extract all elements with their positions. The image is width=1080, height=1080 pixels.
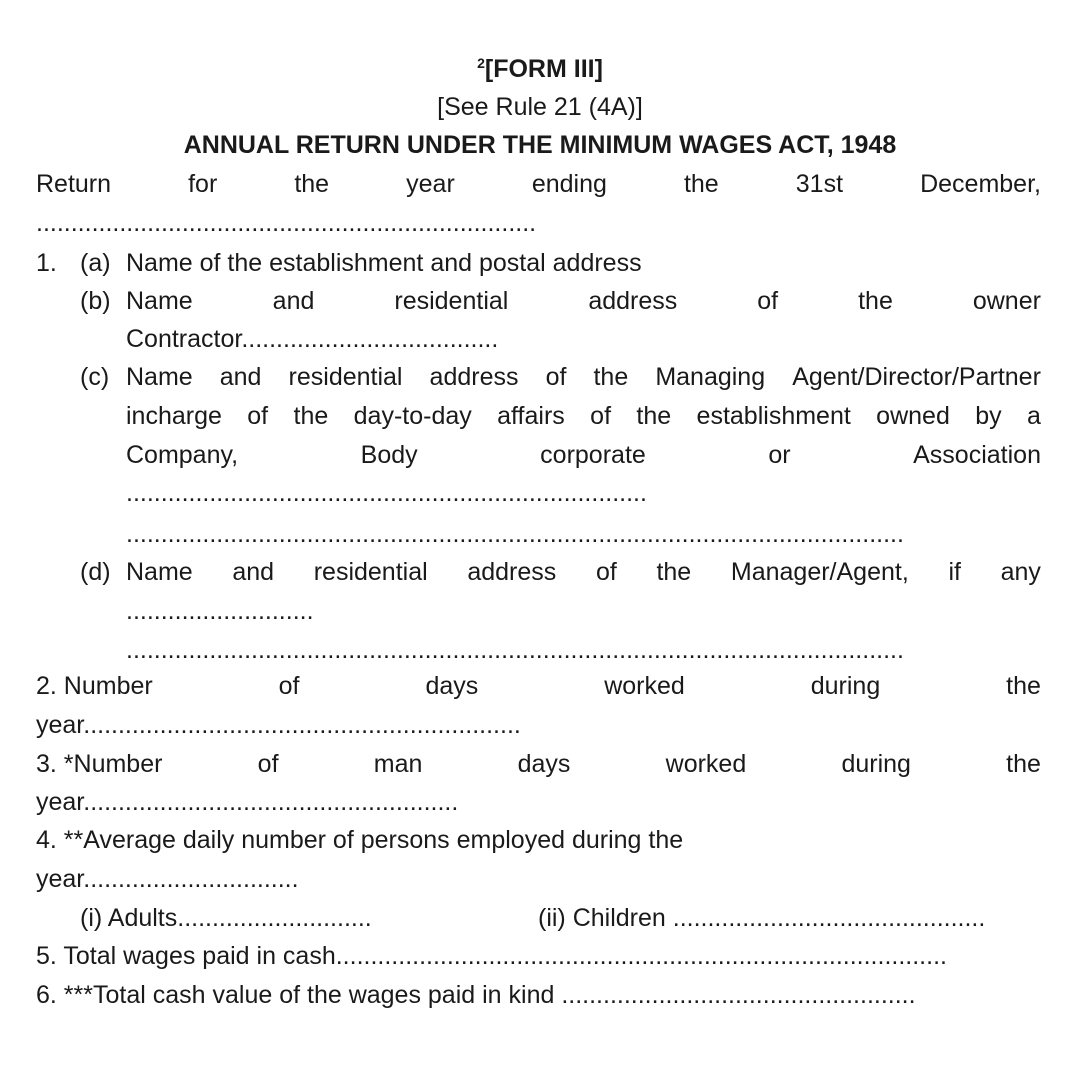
item1c-line3: Company, Body corporate or Association xyxy=(126,441,1041,469)
footnote-mark: 2 xyxy=(477,55,485,71)
item1d-text: Name and residential address of the Manager/Agent, if any xyxy=(126,558,1041,586)
intro-line: Return for the year ending the 31st December, xyxy=(36,170,1041,198)
item2-blank[interactable]: year............................................................... xyxy=(36,711,521,739)
item1d-blank-1[interactable]: ........................... xyxy=(126,597,314,625)
item1d-label: (d) xyxy=(80,558,111,586)
form-title: $^2$[FORM III] xyxy=(477,55,603,83)
main-title: ANNUAL RETURN UNDER THE MINIMUM WAGES ACT, 1948 xyxy=(183,131,897,159)
item1b-label: (b) xyxy=(80,287,111,315)
item1c-blank-1[interactable]: ........................................................................... xyxy=(126,479,647,507)
item1d-blank-2[interactable]: ................................................................................................................ xyxy=(126,636,904,664)
item1c-line1: Name and residential address of the Managing Agent/Director/Partner xyxy=(126,363,1041,391)
item1-number: 1. xyxy=(36,249,57,277)
item4-children[interactable]: (ii) Children ............................................. xyxy=(538,904,986,932)
item3-text: 3. *Number of man days worked during the xyxy=(36,750,1041,778)
item4-blank[interactable]: year............................... xyxy=(36,865,299,893)
item1a-text: Name of the establishment and postal address xyxy=(126,249,642,277)
item4-text: 4. **Average daily number of persons employed during the xyxy=(36,826,684,854)
rule-reference: [See Rule 21 (4A)] xyxy=(437,93,643,121)
item3-blank[interactable]: year...................................................... xyxy=(36,788,459,816)
year-blank[interactable]: ........................................................................ xyxy=(36,209,537,237)
item1b-contractor-blank[interactable]: Contractor..................................... xyxy=(126,325,499,353)
item2-text: 2. Number of days worked during the xyxy=(36,672,1041,700)
item4-adults[interactable]: (i) Adults............................ xyxy=(80,904,372,932)
item1c-blank-2[interactable]: ................................................................................................................ xyxy=(126,520,904,548)
item5-text[interactable]: 5. Total wages paid in cash........................................................................................ xyxy=(36,942,947,970)
item1c-label: (c) xyxy=(80,363,110,391)
item1a-label: (a) xyxy=(80,249,111,277)
item6-text[interactable]: 6. ***Total cash value of the wages paid in kind ................................................... xyxy=(36,981,916,1009)
item1c-line2: incharge of the day-to-day affairs of the establishment owned by a xyxy=(126,402,1041,430)
item1b-text: Name and residential address of the owner xyxy=(126,287,1041,315)
